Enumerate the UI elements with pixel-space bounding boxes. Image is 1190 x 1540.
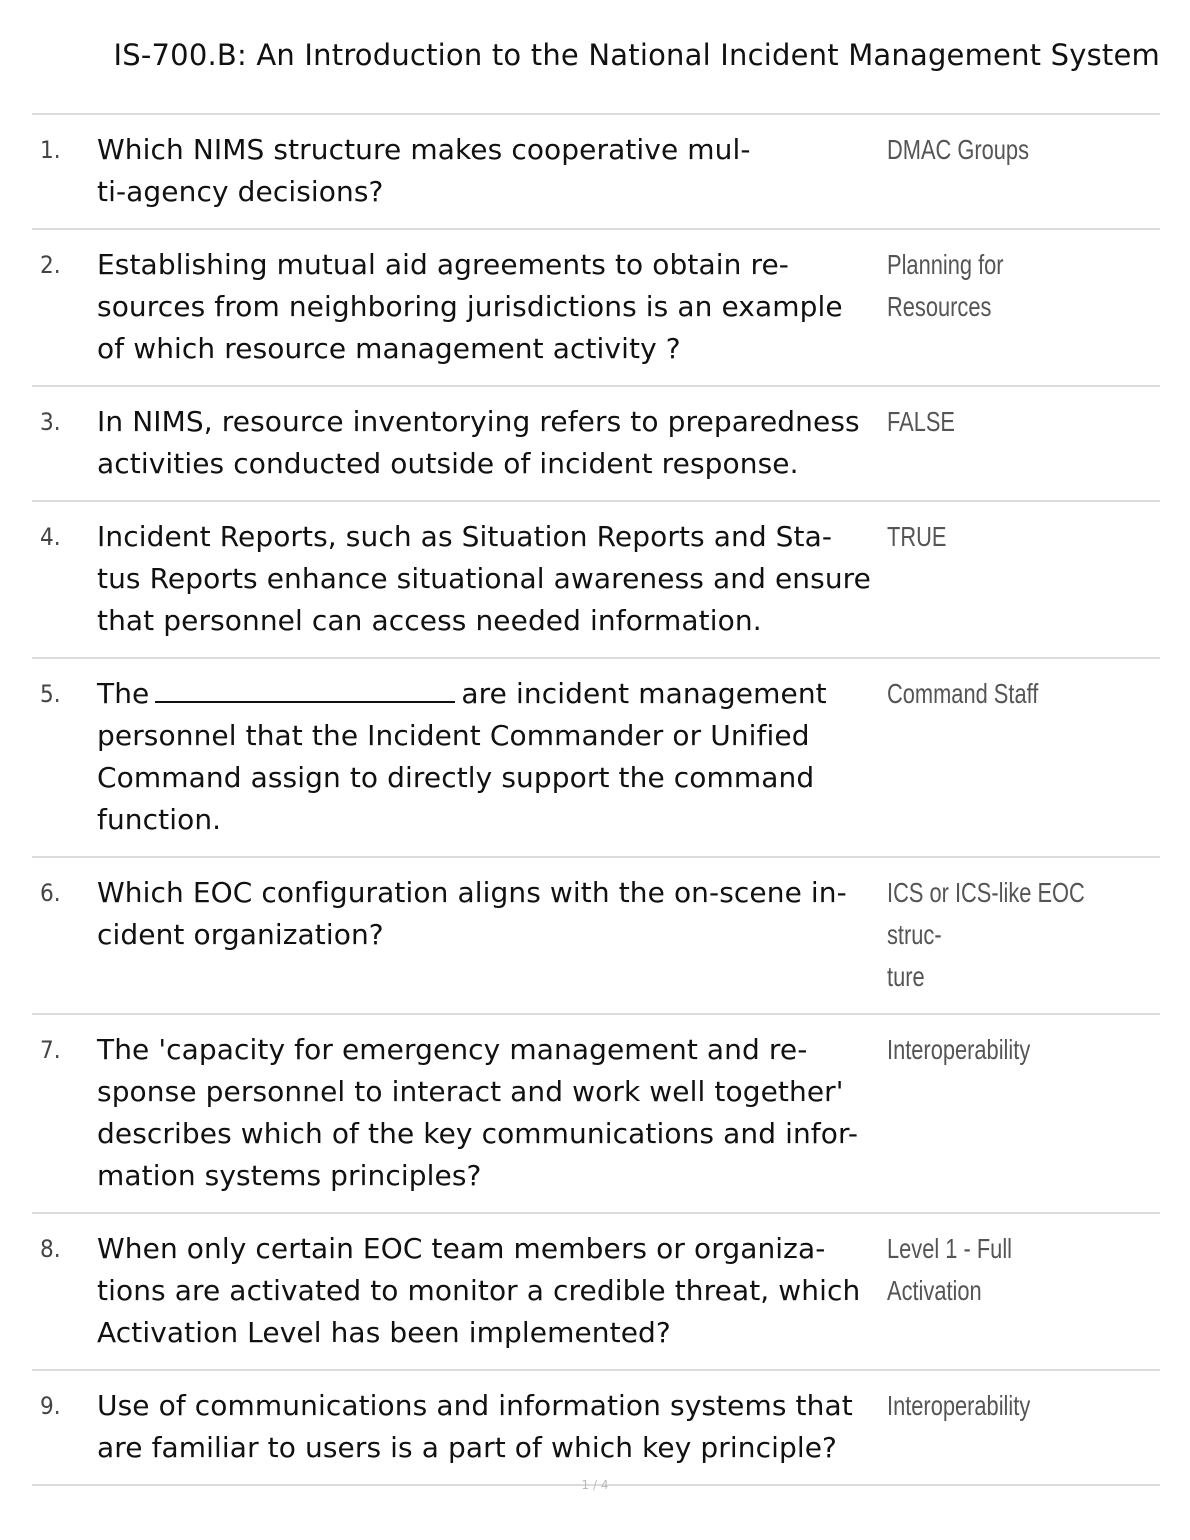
question-row [32,230,1160,387]
question-number: 9. [40,1392,61,1420]
question-number: 7. [40,1036,61,1064]
question-text: Which EOC configuration aligns with the on-scene in- cident organization? [97,876,847,951]
question-row [32,1015,1160,1214]
answer-text: ICS or ICS-like EOC struc- ture [887,877,1085,992]
question-number: 2. [40,251,61,279]
question-text: The 'capacity for emergency management and re- sponse personnel to interact and work well together' describes which of the key communications and infor- mation systems principles? [97,1033,859,1192]
question-text: In NIMS, resource inventorying refers to preparedness activities conducted outside of incident response. [97,405,860,480]
fill-in-blank [155,673,455,703]
question-row [32,1371,1160,1486]
question-number: 1. [40,136,61,164]
question-text: Incident Reports, such as Situation Reports and Sta- tus Reports enhance situational awareness and ensure that personnel can access needed information. [97,520,871,637]
question-row [32,858,1160,1015]
question-text: Establishing mutual aid agreements to obtain re- sources from neighboring jurisdictions is an example of which resource management activity ? [97,248,843,365]
question-number: 3. [40,408,61,436]
question-row [32,387,1160,502]
question-number: 4. [40,523,61,551]
question-row [32,1214,1160,1371]
answer-text: TRUE [887,521,947,552]
question-row [32,659,1160,858]
question-text [97,673,887,841]
answer-text: Command Staff [887,678,1039,709]
question-list [32,113,1160,1486]
question-number: 6. [40,879,61,907]
question-row [32,502,1160,659]
question-text: Which NIMS structure makes cooperative mul- ti-agency decisions? [97,133,751,208]
answer-text: Interoperability [887,1390,1031,1421]
page-title: IS-700.B: An Introduction to the National Incident Management System [113,38,1160,72]
page-indicator: 1 / 4 [581,1478,609,1492]
question-text: When only certain EOC team members or organiza- tions are activated to monitor a credible threat, which Activation Level has been implemented? [97,1232,861,1349]
answer-text: Planning for Resources [887,249,1004,322]
question-number: 8. [40,1235,61,1263]
question-number: 5. [40,680,61,708]
question-text-before-blank: The [97,677,150,710]
answer-text: Interoperability [887,1034,1031,1065]
question-text-after-blank: are incident management personnel that the Incident Commander or Unified Command assign to directly support the command function. [97,677,827,836]
answer-text: FALSE [887,406,955,437]
answer-text: Level 1 - Full Activation [887,1233,1013,1306]
answer-text: DMAC Groups [887,134,1029,165]
question-row [32,115,1160,230]
question-text: Use of communications and information systems that are familiar to users is a part of which key principle? [97,1389,853,1464]
